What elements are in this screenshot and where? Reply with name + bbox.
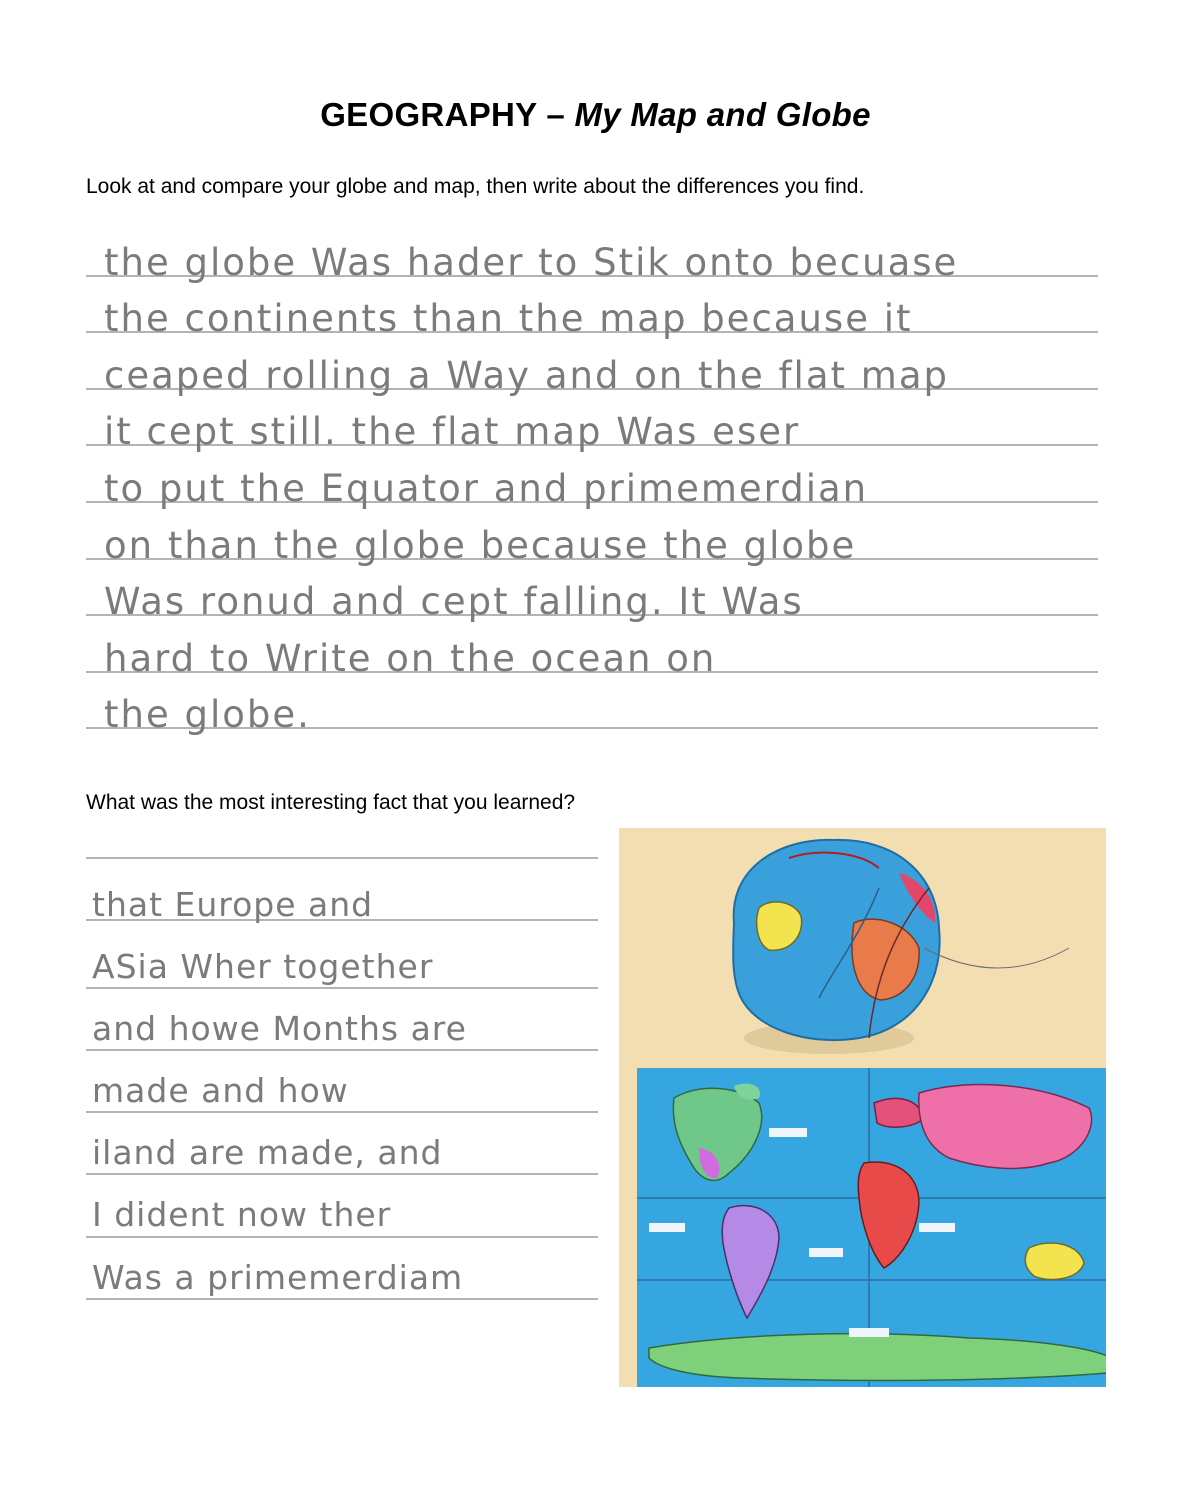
answer-line xyxy=(86,987,598,989)
globe-and-world-map-photo xyxy=(619,828,1106,1387)
handwritten-answer-line: the globe Was hader to Stik onto becuase xyxy=(104,241,959,284)
handwritten-answer-line: Was a primemerdiam xyxy=(92,1258,464,1297)
handwritten-answer-line: made and how xyxy=(92,1071,349,1110)
handwritten-answer-line: and howe Months are xyxy=(92,1009,467,1048)
handwritten-answer-line: the continents than the map because it xyxy=(104,297,913,340)
title-italic: My Map and Globe xyxy=(574,96,871,134)
title-main: GEOGRAPHY – xyxy=(320,96,575,134)
handwritten-answer-line: the globe. xyxy=(104,693,311,736)
answer-line xyxy=(86,857,598,859)
handwritten-answer-line: iland are made, and xyxy=(92,1133,443,1172)
paper-globe xyxy=(733,840,939,1040)
answer-line xyxy=(86,1049,598,1051)
handwritten-answer-line: I dident now ther xyxy=(92,1195,392,1234)
handwritten-answer-line: Was ronud and cept falling. It Was xyxy=(104,580,804,623)
handwritten-answer-line: on than the globe because the globe xyxy=(104,524,857,567)
question-2-prompt: What was the most interesting fact that you learned? xyxy=(86,791,576,814)
handwritten-answer-line: it cept still. the flat map Was eser xyxy=(104,410,801,453)
answer-line xyxy=(86,1111,598,1113)
handwritten-answer-line: ASia Wher together xyxy=(92,947,434,986)
world-map xyxy=(637,1068,1106,1387)
answer-line xyxy=(86,1298,598,1300)
answer-line xyxy=(86,1236,598,1238)
answer-line xyxy=(86,1173,598,1175)
question-1-prompt: Look at and compare your globe and map, then write about the differences you find. xyxy=(86,175,865,198)
handwritten-answer-line: hard to Write on the ocean on xyxy=(104,637,717,680)
handwritten-answer-line: ceaped rolling a Way and on the flat map xyxy=(104,354,949,397)
handwritten-answer-line: that Europe and xyxy=(92,885,374,924)
handwritten-answer-line: to put the Equator and primemerdian xyxy=(104,467,869,510)
page-title xyxy=(0,96,1191,134)
